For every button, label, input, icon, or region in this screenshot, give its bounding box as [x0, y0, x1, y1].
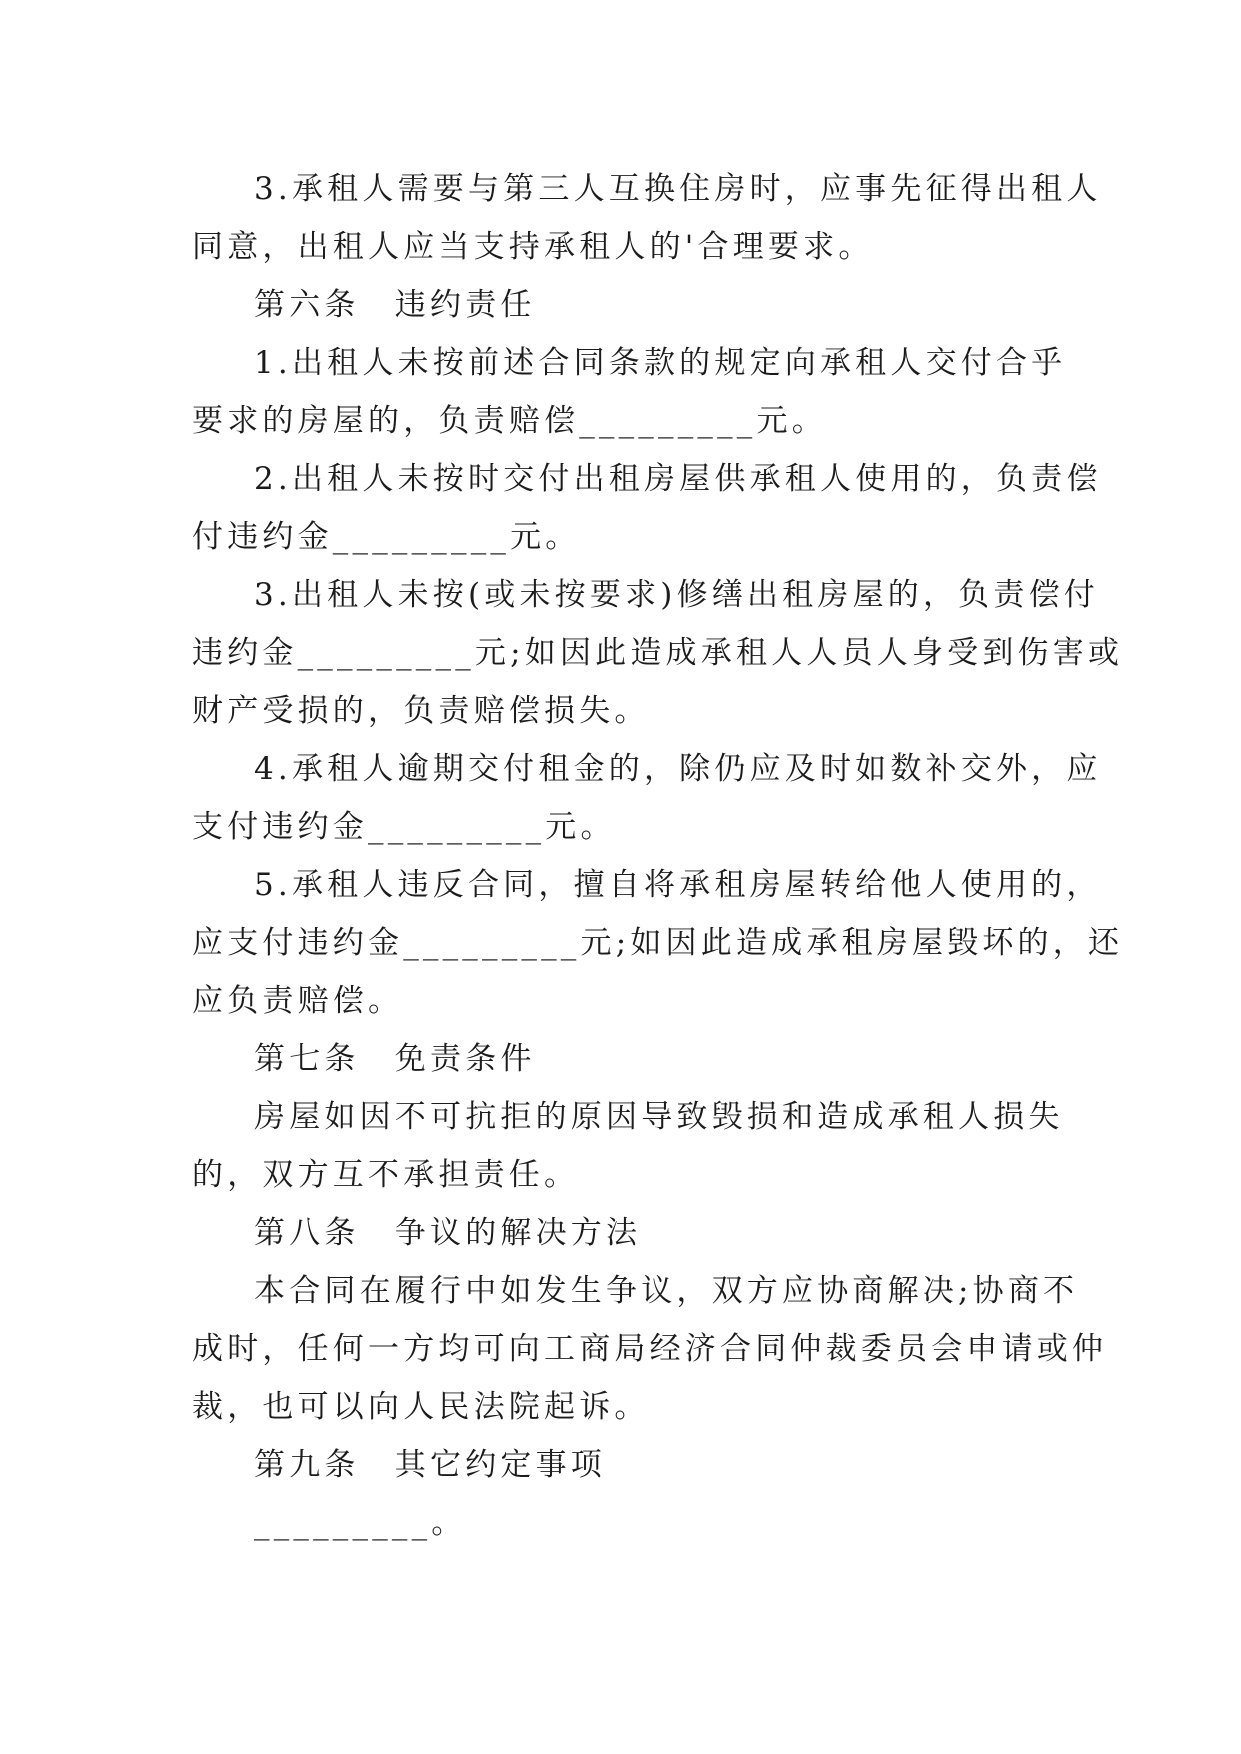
article-6-item-1-line-1: 1.出租人未按前述合同条款的规定向承租人交付合乎: [254, 345, 1067, 381]
article-6-item-1-line-2: 要求的房屋的，负责赔偿_________元。: [192, 403, 827, 439]
article-6-item-5-line-1: 5.承租人违反合同，擅自将承租房屋转给他人使用的，: [254, 867, 1102, 903]
article-6-item-5-line-2: 应支付违约金_________元;如因此造成承租房屋毁坏的，还: [192, 925, 1124, 961]
article-8-heading: 第八条 争议的解决方法: [254, 1215, 642, 1251]
article-6-item-2-line-2: 付违约金_________元。: [192, 519, 581, 555]
article-7-text-line-1: 房屋如因不可抗拒的原因导致毁损和造成承租人损失: [254, 1099, 1064, 1135]
article-8-text-line-1: 本合同在履行中如发生争议，双方应协商解决;协商不: [254, 1273, 1079, 1309]
clause-5-item-3-line-1: 3.承租人需要与第三人互换住房时，应事先征得出租人: [254, 171, 1102, 207]
article-9-heading: 第九条 其它约定事项: [254, 1447, 606, 1483]
article-6-heading: 第六条 违约责任: [254, 287, 536, 323]
clause-5-item-3-line-2: 同意，出租人应当支持承租人的'合理要求。: [192, 229, 874, 265]
article-6-item-3-line-1: 3.出租人未按(或未按要求)修缮出租房屋的，负责偿付: [254, 577, 1099, 613]
article-6-item-3-line-2: 违约金_________元;如因此造成承租人人员人身受到伤害或: [192, 635, 1124, 671]
article-6-item-3-line-3: 财产受损的，负责赔偿损失。: [192, 693, 650, 729]
article-7-text-line-2: 的，双方互不承担责任。: [192, 1157, 580, 1193]
article-8-text-line-3: 裁，也可以向人民法院起诉。: [192, 1389, 650, 1425]
article-6-item-4-line-2: 支付违约金_________元。: [192, 809, 616, 845]
article-6-item-4-line-1: 4.承租人逾期交付租金的，除仍应及时如数补交外，应: [254, 751, 1102, 787]
article-8-text-line-2: 成时，任何一方均可向工商局经济合同仲裁委员会申请或仲: [192, 1331, 1108, 1367]
article-7-heading: 第七条 免责条件: [254, 1041, 536, 1077]
article-9-blank-line: _________。: [254, 1505, 467, 1541]
article-6-item-5-line-3: 应负责赔偿。: [192, 983, 404, 1019]
article-6-item-2-line-1: 2.出租人未按时交付出租房屋供承租人使用的，负责偿: [254, 461, 1102, 497]
